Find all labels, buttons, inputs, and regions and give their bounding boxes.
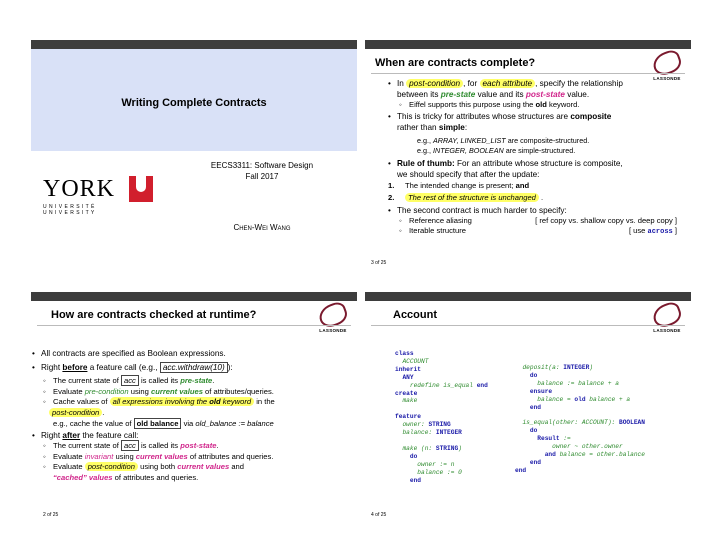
york-logo <box>43 176 155 216</box>
example-composite: e.g., ARRAY, LINKED_LIST are composite-structured. <box>417 135 590 145</box>
example-cache: e.g., cache the value of old balance via old_balance := balance <box>53 419 274 428</box>
numbered-item-1: 1. The intended change is present; and <box>388 180 530 190</box>
bullet-after: • Right after the feature call: <box>31 430 351 441</box>
york-logo-u-icon <box>129 176 153 202</box>
slide-title <box>31 40 357 272</box>
york-wordmark: YORK <box>43 176 116 202</box>
sub-evaluate-pre: ◦ Evaluate pre-condition using current values of attributes/queries. <box>31 387 351 398</box>
highlight-unchanged: The rest of the structure is unchanged <box>405 193 539 202</box>
slide-title: How are contracts checked at runtime? <box>51 309 257 321</box>
lassonde-logo: LASSONDE <box>647 304 687 333</box>
sub-post-state: ◦ The current state of acc is called its post-state. <box>31 441 351 452</box>
title-rule <box>371 73 685 74</box>
slide-top-bar <box>365 40 691 49</box>
course-name: EECS3311: Software Design <box>210 161 314 170</box>
slide-body <box>31 348 351 483</box>
page-number: 2 of 25 <box>43 512 59 518</box>
pre-state-term: pre-state <box>440 90 476 99</box>
bullet-second-contract: • The second contract is much harder to specify: <box>387 205 687 216</box>
york-subtitle-2: U N I V E R S I T Y <box>43 210 95 216</box>
slide-title: When are contracts complete? <box>375 57 536 69</box>
example-simple: e.g., INTEGER, BOOLEAN are simple-structured. <box>417 145 576 155</box>
slide-runtime-checking <box>31 292 357 524</box>
lassonde-logo: LASSONDE <box>647 52 687 81</box>
sub-eiffel-old: ◦ Eiffel supports this purpose using the old keyword. <box>387 100 687 111</box>
numbered-item-2: 2. The rest of the structure is unchanged . <box>388 192 544 202</box>
slide-account <box>365 292 691 524</box>
lassonde-logo: LASSONDE <box>313 304 353 333</box>
bullet-post-condition: • In post-condition , for each attribute , specify the relationship between its pre-state value and its post-state value. <box>387 78 687 100</box>
code-account-features: deposit(a: INTEGER) do balance := balance + a ensure balance = old balance + a end is_equal(other: ACCOUNT): BOOLEAN do Result := owner ~ other.owner and balance = other.balance end end <box>515 364 645 474</box>
sub-reference-aliasing: ◦ Reference aliasing [ ref copy vs. shallow copy vs. deep copy ] <box>387 216 687 227</box>
sub-iterable-structure: ◦ Iterable structure [ use across ] <box>387 226 687 237</box>
bullet-composite: • This is tricky for attributes whose structures are composite rather than simple: <box>387 111 687 133</box>
slide-body <box>387 78 687 237</box>
slide-top-bar <box>31 40 357 49</box>
title-rule <box>371 325 685 326</box>
slide-top-bar <box>31 292 357 301</box>
page-number: 4 of 25 <box>371 512 387 518</box>
sub-pre-state: ◦ The current state of acc is called its pre-state. <box>31 376 351 387</box>
bullet-rule-of-thumb: • Rule of thumb: For an attribute whose structure is composite, we should specify that after the update: <box>387 158 687 180</box>
page-number: 3 of 25 <box>371 260 387 266</box>
sub-cache-old: ◦ Cache values of all expressions involving the old keyword in the post-condition . <box>31 397 351 418</box>
course-term: Fall 2017 <box>245 172 279 181</box>
slide-title: Account <box>393 309 437 321</box>
sub-evaluate-invariant: ◦ Evaluate invariant using current values of attributes and queries. <box>31 452 351 463</box>
post-state-term: post-state <box>525 90 565 99</box>
title-rule <box>37 325 351 326</box>
slide-top-bar <box>365 292 691 301</box>
presentation-title: Writing Complete Contracts <box>121 97 267 109</box>
york-subtitle-1: U N I V E R S I T É <box>43 204 95 210</box>
bullet-boolean: • All contracts are specified as Boolean expressions. <box>31 348 351 359</box>
highlight-each-attribute: each attribute <box>480 79 536 88</box>
sub-evaluate-post: ◦ Evaluate post-condition using both current values and “cached” values of attributes and queries. <box>31 462 351 483</box>
author-name: Chen-Wei Wang <box>233 223 291 232</box>
code-account-class: class ACCOUNT inherit ANY redefine is_equal end create make feature owner: STRING balance: INTEGER make (n: STRING) do owner := n balance := 0 end <box>395 350 488 484</box>
bullet-before: • Right before a feature call (e.g., acc.withdraw(10) ): <box>31 362 351 373</box>
slide-contracts-complete <box>365 40 691 272</box>
highlight-post-condition: post-condition <box>406 79 463 88</box>
